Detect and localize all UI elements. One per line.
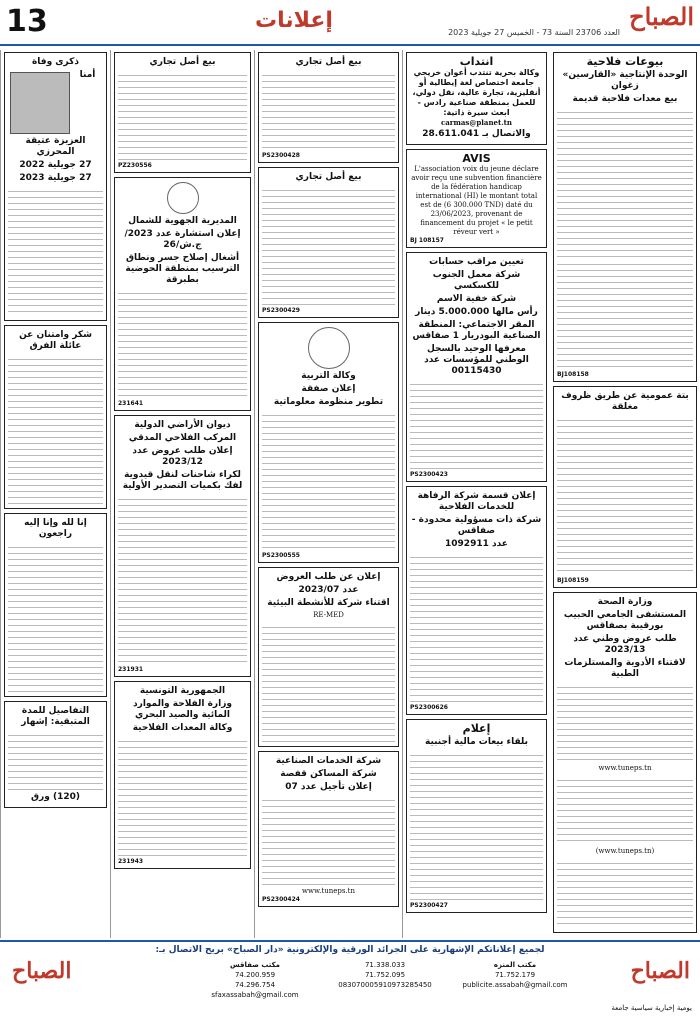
footer-email-sfax: sfaxassabah@gmail.com — [211, 991, 299, 999]
grief-body — [8, 542, 103, 692]
housing-ref: PS2300424 — [262, 896, 300, 903]
sale-body-2 — [262, 185, 395, 305]
directorate-subtitle-2: أشغال إصلاح جسر ونطاق الترسيب بمنطقة الحوضية بطبرقة — [125, 253, 240, 285]
thanks-title: شكر وامتنان عن عائلة الفرق — [19, 330, 92, 351]
footer-office-tunis: مكتب المنزه — [493, 961, 537, 969]
audit-title: تعيين مراقب حسابات — [429, 257, 524, 267]
split-ad — [406, 486, 547, 715]
rt-body — [262, 622, 395, 742]
sale-ad-1 — [258, 52, 399, 163]
pricing-body — [8, 730, 103, 790]
footer-banner: لجميع إعلاناتكم الإشهارية على الجرائد الورقية والإلكترونية «دار الصباح» بريح الاتصال بـ: — [155, 945, 545, 955]
page-header — [0, 0, 700, 46]
split-registration: عدد 1092911 — [445, 539, 508, 549]
avis-text: L'association voix du jeune déclare avoir reçu une subvention financière de la fédération handicap international (HI) le montant total est de (6 300.000 TND) daté du 23/06/2023, provenant de financement du projet « le petit réveur vert » — [411, 165, 542, 236]
education-ref: PS2300555 — [262, 552, 300, 559]
footer-sfax-contact — [200, 960, 310, 1000]
farm-sales-subtitle: الوحدة الإنتاجية «القارسين» زغوان — [562, 70, 688, 91]
health-title: وزارة الصحة — [597, 597, 653, 607]
sale-body-3 — [118, 70, 247, 160]
sale-body-1 — [262, 70, 395, 150]
republic-subtitle: وزارة الفلاحة والموارد المائية والصيد البحري — [133, 699, 232, 720]
directorate-subtitle: إعلان استشارة عدد 2023/ج.ش/26 — [124, 229, 241, 250]
memorial-title: ذكرى وفاة — [31, 57, 79, 67]
grief-title: إنا لله وإنا إليه راجعون — [24, 518, 87, 539]
notice-ad — [406, 719, 547, 913]
memorial-photo — [10, 72, 70, 134]
education-subtitle: إعلان صفقة — [301, 384, 356, 394]
footer-email: publicite.assabah@gmail.com — [462, 981, 568, 989]
housing-title: شركة الخدمات الصناعية — [275, 756, 382, 766]
footer-phone-main: 71.338.033 — [364, 961, 406, 969]
farm-sales-ad — [553, 52, 697, 382]
pricing-title: التفاصيل للمدة المتبقية: إشهار — [21, 706, 90, 727]
office-subtitle-2: إعلان طلب عروض عدد 2023/12 — [132, 446, 233, 467]
sale-ref-3: PZ230556 — [118, 162, 152, 169]
office-subtitle-3: لكراء شاحنات لنقل قيدوية لفك بكميات التصدير الأولية — [122, 470, 243, 491]
audit-body — [410, 379, 543, 469]
farm-sales-list — [557, 259, 693, 369]
footer-fax: 083070005910973285450 — [338, 981, 432, 989]
health-subtitle-2: طلب عروض وطني عدد 2023/13 — [573, 634, 677, 655]
rt-subtitle: عدد 2023/07 — [298, 585, 359, 595]
thanks-body — [8, 354, 103, 504]
column-2 — [402, 50, 550, 938]
memorial-date: 27 جويلية 2022 — [19, 160, 92, 170]
pricing-note: (120) ورق — [31, 792, 80, 802]
republic-title: الجمهورية التونسية — [139, 686, 226, 696]
footer-phone-sfax-2: 74.296.754 — [234, 981, 276, 989]
issue-info: العدد 23706 السنة 73 - الخميس 27 جويلية 2023 — [448, 28, 620, 37]
office-ref: 231931 — [118, 666, 144, 673]
rt-code: RE-MED — [313, 611, 344, 619]
farm-sales-subtitle-2: بيع معدات فلاحية قديمة — [572, 94, 678, 104]
split-subtitle: شركة ذات مسؤولية محدودة - صفاقس — [411, 515, 542, 536]
office-ad — [114, 415, 251, 677]
health-site: www.tuneps.tn — [598, 764, 652, 772]
housing-body — [262, 795, 395, 885]
health-subtitle: المستشفى الجامعي الحبيب بورقيبة بصفاقس — [563, 610, 687, 631]
memorial-date-2: 27 جويلية 2023 — [19, 173, 92, 183]
directorate-ad — [114, 177, 251, 411]
avis-ad — [406, 149, 547, 248]
health-body-2 — [557, 775, 693, 845]
republic-ref: 231943 — [118, 858, 144, 865]
recruit-email: carmas@planet.tn — [441, 118, 512, 127]
notice-body — [410, 750, 543, 900]
recruit-text: وكالة بحرية تنتدب أعوان خريجي جامعة اختصاص لغة إيطالية أو أنقليزية، تجارة عالية، نقل دولي، للعمل بمنطقة صناعية رادس - ابعث سيرة ذاتية: — [412, 68, 541, 117]
republic-body — [118, 736, 247, 856]
notice-subtitle: بلقاء بيعات مالية أجنبية — [425, 737, 528, 747]
notice-title: إعلام — [462, 722, 491, 735]
office-subtitle: المركب الفلاحي المدقي — [128, 433, 237, 443]
sale-title-1: بيع أصل تجاري — [295, 57, 362, 67]
tender-ref: BJ108159 — [557, 577, 589, 584]
column-4 — [110, 50, 254, 938]
page-footer — [0, 940, 700, 1026]
column-1 — [550, 50, 700, 938]
footer-phone-main-2: 71.752.095 — [364, 971, 406, 979]
footer-logo-right: الصباح — [630, 958, 690, 984]
directorate-body — [118, 288, 247, 398]
housing-site: www.tuneps.tn — [302, 887, 355, 895]
split-title: إعلان قسمة شركة الرفاهة للخدمات الفلاحية — [417, 491, 536, 512]
rt-ad — [258, 567, 399, 747]
audit-capital: رأس مالها 5.000.000 دينار — [415, 307, 538, 317]
office-body — [118, 494, 247, 664]
rt-subtitle-2: اقتناء شركة للأنشطة البيئية — [267, 598, 390, 608]
farm-sales-body — [557, 107, 693, 257]
footer-phone-sfax: 74.200.959 — [234, 971, 276, 979]
health-subtitle-3: لاقتناء الأدوية والمستلزمات الطبية — [564, 658, 686, 679]
masthead-logo: الصباح — [629, 2, 694, 31]
health-url: (www.tuneps.tn) — [595, 847, 655, 855]
footer-tunis-contact — [460, 960, 570, 990]
recruit-phone: والاتصال بـ 28.611.041 — [422, 129, 531, 139]
directorate-ref: 231641 — [118, 400, 144, 407]
tender-ad — [553, 386, 697, 588]
sale-title-2: بيع أصل تجاري — [295, 172, 362, 182]
sale-ad-2 — [258, 167, 399, 318]
footer-main-contact — [330, 960, 440, 990]
sale-ad-3 — [114, 52, 251, 173]
notice-ref: PS2300427 — [410, 902, 448, 909]
audit-address: المقر الاجتماعي: المنطقة الصناعية البودريار 1 صفاقس — [412, 320, 541, 341]
housing-subtitle-2: إعلان تأجيل عدد 07 — [285, 782, 372, 792]
republic-ad — [114, 681, 251, 869]
health-ad — [553, 592, 697, 933]
education-title: وكالة التربية — [301, 371, 356, 381]
section-title: إعلانات — [255, 8, 333, 33]
memorial-notice — [4, 52, 107, 321]
sale-title-3: بيع أصل تجاري — [149, 57, 216, 67]
republic-subtitle-2: وكالة المعدات الفلاحية — [132, 723, 233, 733]
thanks-notice — [4, 325, 107, 509]
column-3 — [254, 50, 402, 938]
audit-company: شركة معمل الجنوب للكسكسي — [432, 270, 521, 291]
audit-ref: PS2300423 — [410, 471, 448, 478]
avis-title: AVIS — [462, 152, 491, 165]
recruit-ad — [406, 52, 547, 145]
farm-sales-title: بيوعات فلاحية — [586, 55, 664, 68]
directorate-logo — [167, 182, 199, 214]
tender-body — [557, 415, 693, 575]
sale-ref-2: PS2300429 — [262, 307, 300, 314]
memorial-name: أمنا العزيزة عتيقة المحرزي — [25, 70, 96, 157]
memorial-body — [8, 186, 103, 316]
audit-ad — [406, 252, 547, 482]
education-subtitle-2: تطوير منظومة معلوماتية — [273, 397, 384, 407]
pricing-notice — [4, 701, 107, 808]
education-ad — [258, 322, 399, 563]
education-body — [262, 410, 395, 550]
health-body — [557, 682, 693, 762]
health-body-3 — [557, 858, 693, 928]
sale-ref-1: PS2300428 — [262, 152, 300, 159]
avis-ref: BJ 108157 — [410, 237, 444, 244]
split-ref: PS2300626 — [410, 704, 448, 711]
column-5 — [0, 50, 110, 938]
farm-sales-ref: BJ108158 — [557, 371, 589, 378]
page-number: 13 — [6, 4, 48, 39]
rt-title: إعلان عن طلب العروض — [276, 572, 381, 582]
footer-office-sfax: مكتب صفاقس — [229, 961, 281, 969]
directorate-title: المديرية الجهوية للشمال — [128, 216, 237, 226]
footer-logo-left: الصباح — [12, 958, 72, 984]
audit-type: شركة خفية الاسم — [436, 294, 517, 304]
audit-registration: معرفها الوحيد بالسجل الوطني للمؤسسات عدد 00115430 — [424, 344, 529, 376]
housing-subtitle: شركة المساكن قفصة — [280, 769, 377, 779]
footer-phone-tunis: 71.752.179 — [494, 971, 536, 979]
housing-ad — [258, 751, 399, 907]
tender-title: بتة عمومية عن طريق ظروف مغلقة — [561, 391, 689, 412]
split-body — [410, 552, 543, 702]
recruit-title: انتداب — [459, 55, 494, 68]
ministry-logo — [308, 327, 350, 369]
office-title: ديوان الأراضي الدولية — [134, 420, 231, 430]
footer-tagline: يومية إخبارية سياسية جامعة — [611, 1004, 692, 1012]
grief-notice — [4, 513, 107, 697]
